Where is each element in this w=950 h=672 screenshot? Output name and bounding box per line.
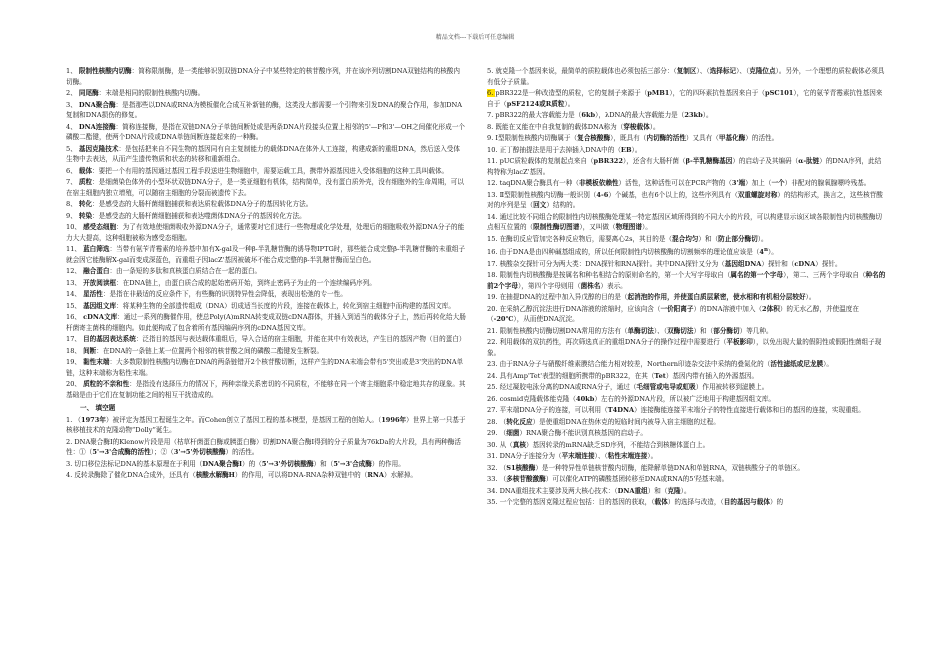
item-text: （1973年）被评定为基因工程诞生之年。而Cohen创立了基因工程的基本模型，是基因工程的创始人。（1996年）世界上第一只基于核移植技术的克隆动物“Dolly”诞生。	[66, 415, 466, 434]
item-number: 7、	[66, 178, 79, 186]
item-number: 31.	[487, 452, 500, 461]
definition-term: 转化	[78, 200, 93, 208]
item-text: DNA分子连接分为（平末端连接）、（粘性末端连接）。	[499, 452, 658, 461]
definition-term: 基因克隆技术	[78, 144, 119, 153]
fill-blank-item	[487, 110, 887, 121]
item-text: 具有Amp'Tet'表型的细胞所携带的pBR322，在其（Tet）基因内带有插入的外源基因。	[499, 371, 759, 380]
fill-blank-item	[66, 437, 466, 458]
definition-text: ：当带有氨苄青霉素的培养基中加有X-gal及一种β-半乳糖苷酶的诱导物IPTG时，那些能合成完整β-半乳糖苷酶的未重组子就会因它能酶解X-gal而变成深蓝色，而重组子因lacZ'基因被破坏不能合成完整的β-半乳糖苷酶而呈白色。	[66, 245, 466, 264]
item-number: 19.	[487, 293, 500, 302]
item-text: 正丁醇抽提法是用于去掉插入DNA中的（EB）。	[499, 145, 642, 154]
item-number: 16、	[66, 313, 84, 321]
item-number: 14.	[487, 212, 500, 221]
definition-text: ：是细菌染色体外的小型环状双链DNA分子，是一类亚细胞有机体，结构简单，没有蛋白质外壳，没有细胞外的生命周期，可以在宿主细胞内独立增殖，可以随宿主细胞的分裂而被遗传下去。	[66, 178, 464, 197]
item-text: （细菌）RNA聚合酶不能识别真核基因的启动子。	[499, 429, 647, 438]
page-header: 精品文档---下载后可任意编辑	[435, 34, 515, 41]
fill-blank-item	[487, 451, 887, 462]
definition-item	[66, 301, 466, 312]
definition-text: ：在DNA的一条链上某一位置两个相邻的核苷酸之间的磷酸二酯键发生断裂。	[96, 346, 324, 355]
item-text: 经过凝胶电泳分离的DNA或RNA分子，通过（毛细管或电导或虹吸）作用被转移到滤膜上。	[499, 383, 769, 392]
item-number: 15.	[487, 234, 500, 243]
definition-term: 基因组文库	[83, 301, 117, 310]
item-number: 27.	[487, 406, 500, 415]
fill-blank-item	[487, 88, 887, 109]
item-number: 13、	[66, 278, 84, 287]
definition-term: DNA聚合酶	[78, 100, 116, 109]
item-text: 切口移位法标记DNA的基本原理在于利用（DNA聚合酶Ⅰ）的（5'→3'外切核酸酶）和（5'→3'合成酶）的作用。	[74, 459, 405, 468]
item-text: 既能在又能在中自我复制的载体DNA称为（穿梭载体）。	[495, 122, 660, 131]
item-text: pBR322是一种改造型的质粒，它的复制子来源于（pMB1），它的四环素抗性基因来自于（pSC101），它的氨苄青霉素抗性基因来自于（pSF2124或R质粒）。	[487, 89, 883, 108]
fill-blank-item	[487, 497, 887, 508]
item-number: 18、	[66, 346, 84, 355]
item-number: 14、	[66, 290, 84, 298]
item-text: 核酸杂交探针可分为两大类：DNA探针和RNA探针。其中DNA探针又分为（基因组DNA）探针和（cDNA）探针。	[499, 259, 842, 268]
item-text: cosmid克隆载体能克隆（40kb）左右的外源DNA片段，所以被广泛地用于构建基因组文库。	[499, 394, 776, 403]
item-number: 25.	[487, 383, 500, 392]
definition-item	[66, 334, 466, 345]
item-text: 利用载体的双抗药性，再次筛选真正的重组DNA分子的操作过程中需要进行（平板影印），以免出现大量的假阴性或假阳性菌组子现象。	[487, 338, 882, 357]
fill-blank-item	[66, 459, 466, 470]
fill-blank-item	[487, 486, 887, 497]
item-number: 3.	[66, 459, 75, 468]
definition-text: ：是指在非最适的反应条件下，有些酶的识别特异性会降低，表现出松弛的专一性。	[102, 290, 347, 298]
item-number: 15、	[66, 301, 84, 310]
item-text: DNA聚合酶Ⅰ的Klenow片段是用（枯草杆菌蛋白酶或胰蛋白酶）切割DNA聚合酶Ⅰ得到的分子质量为76kDa的大片段，具有两种酶活性：①（5'→3'合成酶的活性）；②（3'→5'外切核酸酶）的活性。	[66, 437, 461, 456]
definition-text: ：是感受态的大肠杆菌细胞捕获和表达噬菌体DNA分子的基因转化方法。	[92, 211, 306, 220]
definition-text: ：在DNA链上，由蛋白质合成的起始密码开始，到终止密码子为止的一个连续编码序列。	[116, 278, 376, 287]
item-text: Ⅰ型限制性核酸内切酶属于（复合核酸酶），既具有（内切酶的活性）又具有（甲基化酶）的活性。	[495, 134, 779, 142]
fill-blank-item	[487, 417, 887, 428]
fill-blank-item	[487, 245, 887, 258]
item-number: 18.	[487, 271, 500, 280]
item-number: 24.	[487, 371, 500, 380]
item-number: 6.	[487, 89, 496, 97]
definition-text: ：要把一个有用的基因通过基因工程手段送进生物细胞中，需要运载工具，携带外源基因进入受体细胞的这种工具叫载体。	[92, 166, 449, 175]
item-text: pUC质粒载体的复制起点来自（pBR322），还含有大肠杆菌（β-半乳糖酶基因）的启动子及其编码（α-肽链）的DNA序列，此结构特称为lacZ'基因。	[487, 157, 882, 176]
fill-blank-item	[487, 270, 887, 291]
fill-blank-item	[487, 178, 887, 189]
definition-item	[66, 289, 466, 300]
fill-blank-item	[487, 463, 887, 474]
definition-term: 蓝白筛选	[83, 245, 110, 253]
item-text: taqDNA聚合酶具有一种（非模板依赖性）活性，这种活性可以在PCR产物的（3'端）加上（一个）非配对的腺氧腺嘌呤残基。	[499, 179, 871, 187]
fill-blank-item	[487, 440, 887, 451]
definition-term: 星活性	[83, 290, 103, 298]
item-number: 20、	[66, 380, 84, 388]
item-text: 在采纳乙醇沉淀法进行DNA溶液的浓缩时，应该向含（一价阳离子）的DNA溶液中加入（2体积）的无水乙醇，并使温度在（-20℃），从而使DNA沉淀。	[487, 304, 859, 324]
fill-blank-item	[487, 326, 887, 337]
fill-blank-item	[487, 292, 887, 303]
item-number: 29.	[487, 429, 500, 438]
definition-text: ：是指没有选择压力的情况下，两种亲缘关系密切的不同质粒，不能够在同一个寄主细胞系中稳定地共存的现象。其基础是由于它们在复制功能之间的相互干扰造成的。	[66, 380, 466, 399]
definition-term: DNA连接酶	[78, 122, 116, 131]
definition-item	[66, 379, 466, 400]
definition-term: 开放阅读框	[83, 278, 117, 287]
item-number: 30.	[487, 440, 500, 449]
item-number: 12、	[66, 267, 84, 275]
item-number: 28.	[487, 417, 500, 426]
definition-term: cDNA文库	[83, 313, 118, 321]
definition-term: 感受态细胞	[83, 223, 117, 231]
item-text: 通过比较不同组合的限制性内切核酸酶处理某一特定基因区域所得到的不同大小的片段，可以构建显示该区域各限制性内切核酸酶切点相互位置的（限制性酶切图谱），又叫做（物理图谱）。	[487, 212, 883, 231]
item-number: 5.	[487, 67, 496, 75]
item-number: 8、	[66, 200, 79, 208]
item-text: 由于DNA是由四种碱基组成的，所以任何限制性内切核酸酶的切割频率的理论值应该是（4$^n$）。	[499, 247, 778, 257]
fill-blank-item	[487, 371, 887, 382]
item-number: 32.	[487, 463, 500, 472]
definition-item	[66, 357, 466, 378]
item-number: 3、	[66, 100, 79, 109]
definition-item	[66, 166, 466, 177]
fill-blank-item	[487, 133, 887, 144]
item-number: 1、	[66, 67, 79, 75]
item-number: 11.	[487, 157, 500, 165]
definition-item	[66, 66, 466, 87]
fill-blank-item	[487, 394, 887, 405]
definition-item	[66, 177, 466, 198]
item-text: pBR322的最大容载能力是（6kb），λDNA的最大容载能力是（23kb）。	[495, 111, 713, 119]
fill-blank-item	[487, 122, 887, 133]
definition-item	[66, 278, 466, 289]
fill-blank-item	[487, 337, 887, 358]
item-number: 23.	[487, 360, 500, 369]
definition-term: 载体	[78, 166, 93, 175]
item-number: 34.	[487, 486, 500, 495]
item-number: 1.	[66, 415, 75, 424]
fill-blank-item	[487, 212, 887, 233]
fill-blank-item	[487, 156, 887, 177]
item-number: 9、	[66, 211, 79, 220]
definition-term: 限制性核酸内切酶	[78, 67, 132, 75]
item-number: 4、	[66, 122, 79, 131]
definition-text: ：将某种生物的全部遗传组成（DNA）切成适当长度的片段，连接在载体上，转化到宿主细胞中而构建的基因文库。	[116, 301, 455, 310]
definition-text: ：通过一系列的酶催作用，使总Poly(A)mRNA转变成双链cDNA群体，并插入到适当的载体分子上，然后再转化给大肠杆菌寄主菌株的细胞内。如此便构成了包含着所有基因编码序列的cDNA基因文库。	[66, 313, 466, 332]
section-title: 一、 填空题	[80, 404, 116, 412]
definitions-list	[66, 66, 466, 400]
fill-blank-item	[487, 359, 887, 370]
definition-term: 质粒	[78, 178, 93, 186]
item-number: 11、	[66, 245, 84, 253]
item-number: 2.	[66, 437, 75, 446]
definition-item	[66, 346, 466, 357]
item-number: 4.	[66, 471, 75, 479]
item-number: 16.	[487, 248, 500, 257]
definition-item	[66, 122, 466, 143]
definition-text: ：简称连接酶，是指在双链DNA分子单链间断处或是两条DNA片段接头位置上相邻的5'—P和3'—OH之间催化形成一个磷酸二酯键，使两个DNA片段或DNA单链间断连接起来的一种酶。	[66, 122, 465, 141]
fill-blank-item	[487, 382, 887, 393]
item-text: 反转录酶除了催化DNA合成外，还具有（核酸水解酶H）的作用，可以将DNA-RNA杂种双链中的（RNA）水解掉。	[74, 471, 417, 479]
fill-blank-item	[487, 234, 887, 245]
item-text: 从（真核）基因转录的mRNA缺乏SD序列，不能结合到核糖体蛋白上。	[499, 440, 710, 449]
definition-item	[66, 312, 466, 333]
definition-text: ：是包括把来自不同生物的基因同有自主复制能力的载体DNA在体外人工连接，构建成新的重组DNA，然后送入受体生物中去表达，从而产生遗传物质和状态的转移和重新组合。	[66, 144, 460, 163]
item-number: 5、	[66, 144, 79, 153]
definition-text: ：由一条短的多肽和真核蛋白质结合在一起的蛋白。	[109, 267, 262, 275]
item-text: 一个完整的基因克隆过程应包括：目的基因的获取，（载体）的选择与改造，（目的基因与载体）的	[499, 498, 784, 507]
definition-term: 目的基因表达系统	[83, 335, 136, 343]
definition-item	[66, 211, 466, 222]
item-text: （S1核酸酶）是一种特异性单链核苷酸内切酶，能降解单链DNA和单链RNA，双链核酸分子的单链区。	[499, 463, 805, 472]
definition-item	[66, 144, 466, 165]
definition-text: ：简称限制酶，是一类能够识别双链DNA分子中某些特定的核苷酸序列，并在该序列切割DNA双链结构的核酸内切酶。	[66, 67, 460, 86]
fill-blank-item	[66, 470, 466, 481]
fill-blank-item	[66, 415, 466, 436]
definition-term: 黏性末端	[83, 358, 110, 366]
item-number: 6、	[66, 166, 79, 175]
definition-text: ：是感受态的大肠杆菌细胞捕获和表达质粒载体DNA分子的基因转化方法。	[92, 200, 313, 208]
definition-item	[66, 244, 466, 265]
fill-blank-list-right	[487, 66, 887, 508]
fill-blank-item	[487, 145, 887, 156]
definition-item	[66, 222, 466, 243]
definition-item	[66, 266, 466, 277]
item-text: 在抽提DNA的过程中加入异戊醇的目的是（起消泡的作用，并使蛋白质层紧密，使水相和有机相分层较好）。	[499, 293, 816, 302]
item-number: 13.	[487, 190, 500, 199]
item-number: 17、	[66, 335, 84, 343]
item-text: 平末端DNA分子的连接，可以利用（T4DNA）连接酶能连接平末端分子的特性直接进行载体和目的基因的连接，实现重组。	[499, 406, 865, 415]
definition-item	[66, 88, 466, 99]
item-text: 限制性内切核酸酶是按属名和种名相结合的原则命名的，第一个大写字母取自（属名的第一个字母），第二、三两个字母取自（种名的前2个字母），第四个字母则用（菌株名）表示。	[487, 271, 886, 290]
fill-blank-item	[487, 405, 887, 416]
definition-text: ：末端是相同的限制性核酸内切酶。	[98, 89, 205, 97]
item-number: 17.	[487, 259, 500, 268]
definition-text: ：是指那些以DNA或RNA为模板催化合成互补新链的酶，这类没大都需要一个引物来引发DNA的聚合作用，参加DNA复制和DNA损伤的修复。	[66, 100, 463, 119]
fill-blank-item	[487, 428, 887, 439]
item-number: 9.	[487, 134, 496, 142]
item-number: 2、	[66, 89, 79, 97]
item-number: 8.	[487, 122, 496, 131]
right-column	[487, 66, 887, 509]
fill-blank-item	[487, 66, 887, 87]
item-number: 10、	[66, 223, 84, 231]
item-number: 20.	[487, 304, 500, 313]
item-number: 35.	[487, 498, 500, 507]
definition-item	[66, 199, 466, 210]
definition-item	[66, 100, 466, 121]
fill-blank-item	[487, 190, 887, 211]
definition-text: ：泛指目的基因与表达载体重组后，导入合适的宿主细胞，并能在其中有效表达，产生目的基因产物（目的蛋白）	[135, 335, 466, 343]
item-text: Ⅱ型限制性核酸内切酶一般识别（4-6）个碱基，也有6个以上的，这些序列具有（双重螺旋对称）的结构形式，换言之，这些核苷酸对的序列是呈（回文）结构的。	[487, 190, 883, 209]
definition-term: 转染	[78, 211, 93, 220]
item-text: （转化反应）是使重组DNA在热休克的短临时间内被导入宿主细胞的过程。	[499, 417, 720, 426]
item-number: 10.	[487, 145, 500, 154]
item-number: 19、	[66, 358, 84, 366]
left-column	[66, 66, 466, 482]
item-number: 22.	[487, 338, 500, 347]
definition-text: ：为了有效地使细菌吸收外源DNA分子，通常要对它们进行一些物理或化学处理，处理后的细胞吸收外源DNA分子的能力大大提高，这种细胞被称为感受态细胞。	[66, 223, 465, 242]
definition-term: 间断	[83, 346, 97, 355]
item-text: 限制性核酸内切酶切割DNA常用的方法有（单酶切法）、（双酶切法）和（部分酶切）等几种。	[499, 326, 773, 335]
fill-blank-list-left	[66, 415, 466, 481]
item-text: DNA重组技术主要涉及两大核心技术：（DNA重组）和（克隆）。	[499, 486, 691, 495]
item-text: （多核苷酸激酶）可以催化ATP的磷酸基团转移至DNA或RNA的5'羟基末端。	[499, 475, 729, 484]
item-number: 21.	[487, 326, 500, 335]
item-number: 12.	[487, 179, 500, 187]
definition-term: 融合蛋白	[83, 267, 110, 275]
definition-text: ：大多数限制性核酸内切酶在DNA的两条链错开2个核苷酸切断，这样产生的DNA末端会带有5'突出或是3'突出的DNA单链，这种末端称为粘性末端。	[66, 358, 464, 377]
item-text: 就克隆一个基因来说，最简单的质粒载体也必须包括三部分：（复制区）、（选择标记）、（克隆位点）。另外，一个理想的质粒载体必须具有低分子质量。	[487, 67, 885, 86]
item-number: 26.	[487, 394, 500, 403]
item-text: 由于RNA分子与硝酸纤维素膜结合能力相对较差，Northern印迹杂交法中采纳的叠氮化的（活性滤纸或尼龙膜）。	[499, 360, 834, 369]
fill-blank-item	[487, 474, 887, 485]
item-number: 33.	[487, 475, 500, 484]
item-number: 7.	[487, 111, 496, 119]
definition-term: 同尾酶	[78, 89, 99, 97]
item-text: 在酶切反应管加完各种反应物后，需要离心2s，其目的是（混合均匀）和（防止部分酶切）。	[499, 234, 768, 243]
definition-term: 质粒的不亲和性	[83, 380, 130, 388]
fill-blank-item	[487, 304, 887, 325]
fill-blank-item	[487, 259, 887, 270]
